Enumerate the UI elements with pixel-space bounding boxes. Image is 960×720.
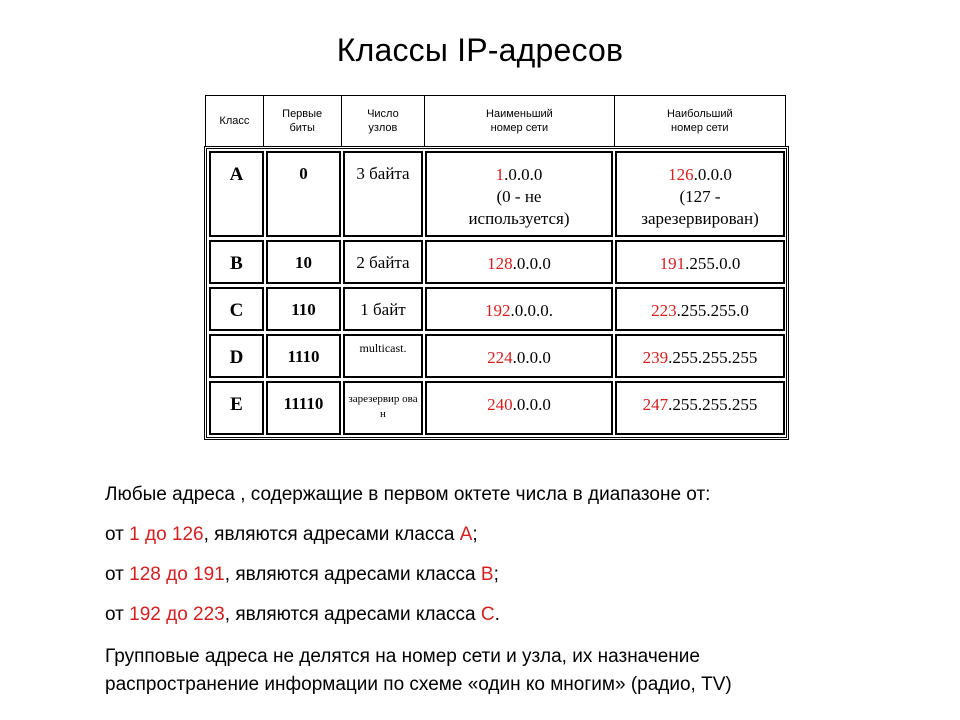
- row-c-min-first-octet: 192: [485, 301, 511, 320]
- row-a-min-note: (0 - не используется): [468, 187, 570, 228]
- row-b-bits: 10: [266, 240, 341, 284]
- row-d-min-first-octet: 224: [487, 348, 513, 367]
- row-a-nodes: 3 байта: [343, 151, 423, 237]
- row-a-bits: 0: [266, 151, 341, 237]
- row-a-max-rest: .0.0.0: [693, 165, 732, 184]
- row-c-bits: 110: [266, 287, 341, 331]
- group-line-1: Групповые адреса не делятся на номер сети и узла, их назначение: [105, 646, 700, 667]
- class-b-middle: , являются адресами класса: [224, 564, 481, 585]
- row-c-max-first-octet: 223: [651, 301, 677, 320]
- row-b-max-first-octet: 191: [659, 254, 686, 273]
- class-a-letter: A: [459, 524, 473, 545]
- row-e-max: [615, 381, 785, 435]
- row-e-nodes-text: зарезервир ован: [348, 393, 418, 420]
- class-b-end: ;: [493, 564, 499, 585]
- class-b-letter: B: [480, 564, 494, 585]
- row-d-nodes: multicast.: [343, 334, 423, 378]
- row-d-class: D: [209, 334, 264, 378]
- class-a-end: ;: [472, 524, 478, 545]
- row-c-min-rest: .0.0.0.: [510, 301, 553, 320]
- row-b-min-rest: .0.0.0: [512, 254, 551, 273]
- row-e-max-first-octet: 247: [642, 395, 669, 414]
- header-max-network: Наибольший номер сети: [666, 108, 733, 134]
- class-a-prefix: от: [105, 524, 130, 545]
- header-first-bits: Первые биты: [264, 96, 342, 146]
- row-a-min: [425, 151, 613, 237]
- ip-classes-table: [204, 146, 789, 440]
- row-e-min: [425, 381, 613, 435]
- row-e-nodes: [343, 381, 423, 435]
- row-b-nodes: 2 байта: [343, 240, 423, 284]
- class-c-end: .: [494, 604, 500, 625]
- row-b-min-first-octet: 128: [487, 254, 513, 273]
- row-e-bits: 11110: [266, 381, 341, 435]
- class-a-line: [105, 524, 478, 546]
- row-d-min: [425, 334, 613, 378]
- class-c-range: 192 до 223: [129, 604, 225, 625]
- row-c-max: [615, 287, 785, 331]
- header-class: Класс: [206, 96, 264, 146]
- class-b-line: [105, 564, 499, 586]
- class-b-range: 128 до 191: [129, 564, 225, 585]
- header-min-network: Наименьший номер сети: [425, 96, 614, 146]
- header-node-count: Число узлов: [342, 96, 426, 146]
- page-title: Классы IP-адресов: [336, 32, 624, 68]
- class-c-line: [105, 604, 500, 626]
- row-e-min-first-octet: 240: [487, 395, 513, 414]
- class-c-prefix: от: [105, 604, 130, 625]
- row-a-max-first-octet: 126: [668, 165, 694, 184]
- row-a-max-note: (127 - зарезервирован): [641, 187, 759, 228]
- table-header: [205, 95, 786, 147]
- row-b-max-rest: .255.0.0: [685, 254, 741, 273]
- group-line-2: распространение информации по схеме «один ко многим» (радио, TV): [105, 674, 732, 695]
- intro-line: Любые адреса , содержащие в первом октете числа в диапазоне от:: [105, 484, 711, 505]
- class-a-range: 1 до 126: [129, 524, 204, 545]
- class-c-letter: C: [480, 604, 495, 625]
- row-d-max: [615, 334, 785, 378]
- row-c-class: C: [209, 287, 264, 331]
- class-a-middle: , являются адресами класса: [203, 524, 460, 545]
- class-b-prefix: от: [105, 564, 130, 585]
- row-a-min-rest: .0.0.0: [504, 165, 543, 184]
- class-c-middle: , являются адресами класса: [224, 604, 481, 625]
- row-c-max-rest: .255.255.0: [676, 301, 749, 320]
- row-c-min: [425, 287, 613, 331]
- row-a-class: A: [209, 151, 264, 237]
- row-a-max: [615, 151, 785, 237]
- row-d-max-rest: .255.255.255: [668, 348, 758, 367]
- row-e-min-rest: .0.0.0: [512, 395, 551, 414]
- row-a-min-first-octet: 1: [495, 165, 505, 184]
- row-b-min: [425, 240, 613, 284]
- row-d-min-rest: .0.0.0: [512, 348, 551, 367]
- row-d-bits: 1110: [266, 334, 341, 378]
- row-d-max-first-octet: 239: [642, 348, 669, 367]
- row-b-class: B: [209, 240, 264, 284]
- row-c-nodes: 1 байт: [343, 287, 423, 331]
- row-e-class: E: [209, 381, 264, 435]
- row-b-max: [615, 240, 785, 284]
- row-e-max-rest: .255.255.255: [668, 395, 758, 414]
